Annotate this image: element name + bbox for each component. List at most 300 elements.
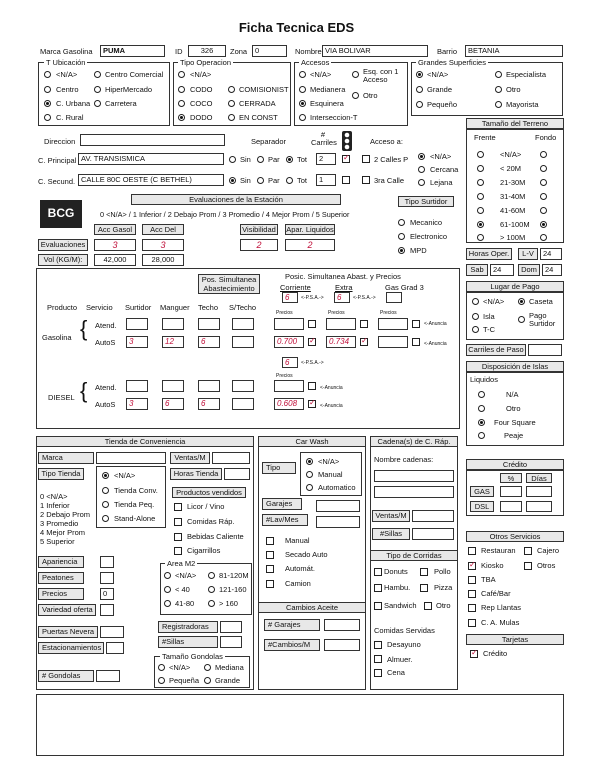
comidas-label: Comidas Ráp. [187,517,235,526]
tienda-precios-field[interactable]: 0 [100,588,114,600]
superficies-radio-pequeno[interactable] [416,101,423,108]
vol-gasol-field[interactable]: 42,000 [94,254,136,266]
bebidas-checkbox[interactable] [174,533,182,541]
fondo-radio-na[interactable] [540,151,547,158]
tamano-na-label: <N/A> [169,663,191,672]
ubicacion-radio-carretera[interactable] [94,100,101,107]
area-121-radio[interactable] [208,586,215,593]
cadena-nombre-label: Nombre cadenas: [374,455,434,464]
islas-title: Disposición de Islas [466,361,564,372]
accesos-label-interseccion: Interseccion-T [310,113,358,122]
carwash-tipo-label: Tipo [262,462,296,474]
die-precios-label: Precios [276,373,293,379]
ubicacion-label-na: <N/A> [56,70,78,79]
die-atend-stecho[interactable] [232,380,254,392]
secund-light-checkbox[interactable] [342,176,350,184]
superficies-radio-mayorista[interactable] [495,101,502,108]
area-41-radio[interactable] [164,600,171,607]
gas-autos-stecho[interactable] [232,336,254,348]
die-atend-techo[interactable] [198,380,220,392]
operacion-label-enconst: EN CONST [239,113,278,122]
die-atend-label: Atend. [95,383,117,392]
acceso-na-label: <N/A> [430,152,452,161]
area-81-radio[interactable] [208,572,215,579]
horas-tienda-field[interactable] [224,468,250,480]
die-autos-techo[interactable]: 6 [198,398,220,410]
frente-radio-na[interactable] [477,151,484,158]
variedad-field[interactable] [100,604,114,616]
tienda-ventas-field[interactable] [212,452,250,464]
gas-autos-manguer[interactable]: 12 [162,336,184,348]
donuts-checkbox[interactable] [374,568,382,576]
extra-label: Extra [335,283,353,292]
carwash-garajes-field[interactable] [316,500,360,512]
ubicacion-radio-rural[interactable] [44,114,51,121]
gas-atend-stecho[interactable] [232,318,254,330]
cadena-nombre-field-1[interactable] [374,470,454,482]
acceso-lejana-label: Lejana [430,178,453,187]
gas-autos-techo[interactable]: 6 [198,336,220,348]
terreno-label-31: 31-40M [500,192,526,201]
corridas-otro-label: Otro [436,601,451,610]
superficies-radio-grande[interactable] [416,86,423,93]
frente-radio-41[interactable] [477,207,484,214]
gas-autos-precio-corr[interactable]: 0.700 [274,336,304,348]
carriles-paso-field[interactable] [528,344,562,356]
zona-field[interactable]: 0 [252,45,287,57]
almuer-label: Almuer. [387,655,413,664]
secund-sin-label: Sin [240,176,251,185]
accesos-radio-medianera[interactable] [299,86,306,93]
precios-grad-label: Precios [380,310,397,316]
credito-dsl-dias[interactable] [526,501,552,512]
frente-radio-61[interactable] [477,221,484,228]
accesos-radio-otro[interactable] [352,92,359,99]
pollo-label: Pollo [434,567,451,576]
credito-dsl-pct[interactable] [500,501,522,512]
apariencia-label: Apariencia [38,556,84,568]
credito-gas-pct[interactable] [500,486,522,497]
gas-atend-techo[interactable] [198,318,220,330]
credito-title: Crédito [466,459,564,470]
tipo-tienda-stand-radio[interactable] [102,515,109,522]
posic-title: Posic. Simultanea Abast. y Precios [285,272,401,281]
area-40-radio[interactable] [164,586,171,593]
credito-dias-label: Días [526,473,552,483]
pago-surtidor-radio[interactable] [518,316,525,323]
tamano-title: Tamaño Gondolas [162,652,223,661]
almuer-checkbox[interactable] [374,655,382,663]
gas-atend-anuncia-label: <-Anuncia [424,321,447,327]
s-techo-col: S/Techo [229,303,257,312]
tarjeta-credito-label: Crédito [483,649,508,658]
cw-manual-checkbox[interactable] [266,537,274,545]
rep-llantas-checkbox[interactable] [468,604,476,612]
die-atend-precio[interactable] [274,380,304,392]
ubicacion-radio-hiper[interactable] [94,86,101,93]
marca-field[interactable]: PUMA [100,45,165,57]
principal-carriles-field[interactable]: 2 [316,153,336,165]
carwash-manual-radio[interactable] [306,471,313,478]
gas-atend-precio-ext[interactable] [326,318,356,330]
cw-secado-label: Secado Auto [285,550,328,559]
tamano-grande-radio[interactable] [204,677,211,684]
cambios-mes-field[interactable] [324,639,360,651]
die-atend-surtidor[interactable] [126,380,148,392]
productos-vendidos-title: Productos vendidos [172,487,246,498]
surtidor-mpd-label: MPD [410,246,427,255]
gas-autos-surtidor[interactable]: 3 [126,336,148,348]
tipo-tienda-stand-label: Stand-Alone [114,514,156,523]
secund-tot-label: Tot [297,176,308,185]
fondo-radio-61[interactable] [540,221,547,228]
islas-four-square-radio[interactable] [478,419,485,426]
islas-liquidos-label: Liquidos [470,375,498,384]
pago-na-label: <N/A> [483,297,505,306]
gas-atend-surtidor[interactable] [126,318,148,330]
pago-caseta-radio[interactable] [518,298,525,305]
page-title: Ficha Tecnica EDS [238,20,355,35]
apariencia-field[interactable] [100,556,114,568]
lav-mes-field[interactable] [316,516,360,528]
visibilidad-field[interactable]: 2 [240,239,278,251]
tercera-calle-checkbox[interactable] [362,176,370,184]
frente-radio-21[interactable] [477,179,484,186]
principal-tot-radio[interactable] [286,156,293,163]
secund-field[interactable]: CALLE 80C OESTE (C BETHEL) [78,174,224,186]
cambios-garajes-label: # Garajes [264,619,320,631]
acc-del-field[interactable]: 3 [142,239,184,251]
secund-sin-radio[interactable] [229,177,236,184]
corridas-otro-checkbox[interactable] [424,602,432,610]
accesos-label-esquinera: Esquinera [310,99,344,108]
accesos-radio-na[interactable] [299,71,306,78]
otros-title: Otros Servicios [466,531,564,542]
cadena-title: Cadena(s) de C. Ráp. [370,436,458,447]
acceso-cercana-radio[interactable] [418,166,425,173]
gas-atend-anuncia-grad[interactable] [412,320,420,328]
die-autos-precio[interactable]: 0.608 [274,398,304,410]
tba-checkbox[interactable] [468,576,476,584]
acc-del-label: Acc Del [142,224,184,235]
barrio-label: Barrio [437,47,458,56]
tamano-na-radio[interactable] [158,664,165,671]
gondolas-field[interactable] [96,670,120,682]
hambu-checkbox[interactable] [374,584,382,592]
cw-camion-label: Camion [285,579,311,588]
gasolina-label: Gasolina [42,333,72,342]
cadena-ventas-field[interactable] [412,510,454,522]
evaluaciones-title: Evaluaciones de la Estación [131,194,341,205]
restauran-label: Restauran [481,546,516,555]
ubicacion-radio-urbana[interactable] [44,100,51,107]
tarjetas-title: Tarjetas [466,634,564,645]
fondo-radio-31[interactable] [540,193,547,200]
cadena-nombre-field-2[interactable] [374,486,454,498]
operacion-radio-cerrada[interactable] [228,100,235,107]
die-autos-manguer[interactable]: 6 [162,398,184,410]
operacion-label-codo: CODO [190,85,213,94]
cena-checkbox[interactable] [374,669,382,677]
surtidor-electronico-radio[interactable] [398,233,405,240]
bebidas-label: Bebidas Caliente [187,532,244,541]
accesos-radio-esq1[interactable] [352,71,359,78]
die-autos-surtidor[interactable]: 3 [126,398,148,410]
operacion-radio-enconst[interactable] [228,114,235,121]
tamano-mediana-label: Mediana [215,663,244,672]
ubicacion-label-carretera: Carretera [105,99,137,108]
tipo-tienda-peq-label: Tienda Peq. [114,500,155,509]
gas-atend-manguer[interactable] [162,318,184,330]
operacion-radio-codo[interactable] [178,86,185,93]
puertas-field[interactable] [100,626,124,638]
gas-atend-anuncia-corr[interactable] [308,320,316,328]
superficies-label-na: <N/A> [427,70,449,79]
desayuno-checkbox[interactable] [374,641,382,649]
gas-psa-grad-field[interactable] [386,292,402,303]
tienda-scale-2: 2 Debajo Prom [40,510,91,519]
otros-checkbox[interactable] [524,562,532,570]
comidas-checkbox[interactable] [174,518,182,526]
cambios-garajes-field[interactable] [324,619,360,631]
credito-gas-label: GAS [470,486,494,497]
tienda-precios-label: Precios [38,588,84,600]
licor-checkbox[interactable] [174,503,182,511]
frente-radio-20[interactable] [477,165,484,172]
acc-gasol-field[interactable]: 3 [94,239,136,251]
superficies-radio-especialista[interactable] [495,71,502,78]
cajero-checkbox[interactable] [524,547,532,555]
principal-light-checkbox[interactable] [342,155,350,163]
area-na-label: <N/A> [175,571,197,580]
terreno-label-41: 41-60M [500,206,526,215]
gas-atend-precio-corr[interactable] [274,318,304,330]
pos-simultanea-label: Pos. Simultanea Abastecimiento [198,274,260,294]
acceso-lejana-radio[interactable] [418,179,425,186]
cigarrillos-checkbox[interactable] [174,547,182,555]
gas-psa-extra-field[interactable]: 6 [334,292,350,303]
lv-label: L-V [518,248,538,260]
tienda-scale-3: 3 Promedio [40,519,79,528]
tipo-tienda-peq-radio[interactable] [102,501,109,508]
peatones-field[interactable] [100,572,114,584]
area-160-radio[interactable] [208,600,215,607]
terreno-label-20: < 20M [500,164,522,173]
rep-llantas-label: Rep Llantas [481,603,522,612]
dom-field[interactable]: 24 [542,264,562,276]
tienda-scale-4: 4 Mejor Prom [40,528,86,537]
carwash-auto-radio[interactable] [306,484,313,491]
sandwich-checkbox[interactable] [374,602,382,610]
superficies-label-pequeno: Pequeño [427,100,458,109]
tienda-sillas-field[interactable] [220,636,242,648]
superficies-radio-na[interactable] [416,71,423,78]
pago-tc-radio[interactable] [472,326,479,333]
operacion-title: Tipo Operacion [180,58,231,67]
puertas-label: Puertas Nevera [38,626,98,638]
vol-del-field[interactable]: 28,000 [142,254,184,266]
cafe-checkbox[interactable] [468,590,476,598]
ubicacion-title: T Ubicación [46,58,86,67]
fondo-radio-100[interactable] [540,234,547,241]
principal-par-radio[interactable] [257,156,264,163]
pago-isla-radio[interactable] [472,313,479,320]
pago-title: Lugar de Pago [466,281,564,292]
secund-par-label: Par [268,176,280,185]
operacion-label-cerrada: CERRADA [239,99,276,108]
desayuno-label: Desayuno [387,640,421,649]
islas-peaje-radio[interactable] [478,432,485,439]
credito-pct-label: % [500,473,522,483]
pago-na-radio[interactable] [472,298,479,305]
tercera-calle-label: 3ra Calle [374,176,405,185]
carwash-garajes-label: Garajes [262,498,302,510]
die-autos-anuncia[interactable] [308,400,316,408]
die-atend-anuncia[interactable] [308,382,316,390]
id-field[interactable]: 326 [188,45,226,57]
accesos-radio-esquinera[interactable] [299,100,306,107]
direccion-label: Direccion [44,137,76,146]
dos-calles-checkbox[interactable] [362,155,370,163]
cadena-sillas-field[interactable] [412,528,454,540]
area-40-label: < 40 [175,585,190,594]
credito-gas-dias[interactable] [526,486,552,497]
marca-label: Marca Gasolina [40,47,93,56]
islas-otro-radio[interactable] [478,405,485,412]
fondo-radio-41[interactable] [540,207,547,214]
carwash-manual-label: Manual [318,470,343,479]
accesos-label-na: <N/A> [310,70,332,79]
gas-psa-corriente-field[interactable]: 6 [282,292,298,303]
dos-calles-label: 2 Calles P [374,155,409,164]
principal-field[interactable]: AV. TRANSISMICA [78,153,224,165]
nombre-field[interactable]: VIA BOLIVAR [322,45,428,57]
notes-box[interactable] [36,694,564,756]
operacion-label-na: <N/A> [190,70,212,79]
tamano-pequena-label: Pequeña [169,676,200,685]
surtidor-mpd-radio[interactable] [398,247,405,254]
gas-autos-anuncia-grad[interactable] [412,338,420,346]
tienda-scale-1: 1 Inferior [40,501,70,510]
ubicacion-radio-na[interactable] [44,71,51,78]
operacion-radio-na[interactable] [178,71,185,78]
area-title: Area M2 [167,559,196,568]
tienda-marca-field[interactable] [96,452,166,464]
tienda-scale-5: 5 Superior [40,537,75,546]
acceso-na-radio[interactable] [418,153,425,160]
tipo-tienda-conv-radio[interactable] [102,487,109,494]
visibilidad-label: Visibilidad [240,224,278,235]
cw-camion-checkbox[interactable] [266,580,274,588]
frente-radio-100[interactable] [477,234,484,241]
diesel-label: DIESEL [48,393,75,402]
lv-field[interactable]: 24 [540,248,562,260]
pago-tc-label: T-C [483,325,496,334]
secund-tot-radio[interactable] [286,177,293,184]
comidas-title: Comidas Servidas [374,626,435,635]
islas-otro-label: Otro [506,404,521,413]
corriente-label: Corriente [280,283,311,292]
frente-radio-31[interactable] [477,193,484,200]
gas-autos-precio-ext[interactable]: 0.734 [326,336,356,348]
apar-liquidos-field[interactable]: 2 [285,239,335,251]
cajero-label: Cajero [537,546,560,555]
surtidor-mecanico-label: Mecanico [410,218,443,227]
pollo-checkbox[interactable] [420,568,428,576]
gas-autos-anuncia-corr[interactable] [308,338,316,346]
direccion-field[interactable] [80,134,225,146]
tienda-marca-label: Marca [38,452,94,464]
producto-col: Producto [47,303,78,312]
gas-atend-anuncia-ext[interactable] [360,320,368,328]
islas-na-radio[interactable] [478,391,485,398]
cw-automat-checkbox[interactable] [266,565,274,573]
fondo-radio-20[interactable] [540,165,547,172]
secund-carriles-field[interactable]: 1 [316,174,336,186]
sab-field[interactable]: 24 [490,264,514,276]
estacionamientos-field[interactable] [106,642,124,654]
operacion-radio-coco[interactable] [178,100,185,107]
carriles-paso-label: Carriles de Paso [466,344,526,356]
gas-autos-anuncia-ext[interactable] [360,338,368,346]
ubicacion-radio-centro[interactable] [44,86,51,93]
islas-peaje-label: Peaje [504,431,524,440]
tarjeta-credito-checkbox[interactable] [470,650,478,658]
die-psa-field[interactable]: 6 [282,357,298,368]
surtidor-title: Tipo Surtidor [398,196,454,207]
gas-atend-precio-grad[interactable] [378,318,408,330]
pizza-checkbox[interactable] [420,584,428,592]
restauran-checkbox[interactable] [468,547,476,555]
registradoras-label: Registradoras [158,621,218,633]
accesos-radio-interseccion[interactable] [299,114,306,121]
barrio-field[interactable]: BETANIA [465,45,563,57]
operacion-radio-dodo[interactable] [178,114,185,121]
cw-manual-label: Manual [285,536,310,545]
tamano-pequena-radio[interactable] [158,677,165,684]
die-atend-manguer[interactable] [162,380,184,392]
die-autos-stecho[interactable] [232,398,254,410]
accesos-title: Accesos [301,58,330,67]
gas-grad-label: Gas Grad 3 [385,283,424,292]
operacion-radio-comisionist[interactable] [228,86,235,93]
principal-sin-radio[interactable] [229,156,236,163]
gas-autos-precio-grad[interactable] [378,336,408,348]
cw-secado-checkbox[interactable] [266,551,274,559]
peatones-label: Peatones [38,572,84,584]
secund-par-radio[interactable] [257,177,264,184]
principal-par-label: Par [268,155,280,164]
tienda-scale-0: 0 <N/A> [40,492,68,501]
tamano-mediana-radio[interactable] [204,664,211,671]
die-autos-label: AutoS [95,400,116,409]
islas-four-square-label: Four Square [494,418,536,427]
zona-label: Zona [230,47,248,56]
cafe-label: Café/Bar [481,589,511,598]
superficies-radio-otro[interactable] [495,86,502,93]
mulas-checkbox[interactable] [468,619,476,627]
fondo-radio-21[interactable] [540,179,547,186]
principal-label: C. Principal [38,156,77,165]
registradoras-field[interactable] [220,621,242,633]
area-na-radio[interactable] [164,572,171,579]
ubicacion-radio-cc[interactable] [94,71,101,78]
carwash-na-radio[interactable] [306,458,313,465]
acceso-cercana-label: Cercana [430,165,459,174]
tipo-tienda-na-radio[interactable] [102,472,109,479]
kiosko-checkbox[interactable] [468,562,476,570]
surtidor-mecanico-radio[interactable] [398,219,405,226]
